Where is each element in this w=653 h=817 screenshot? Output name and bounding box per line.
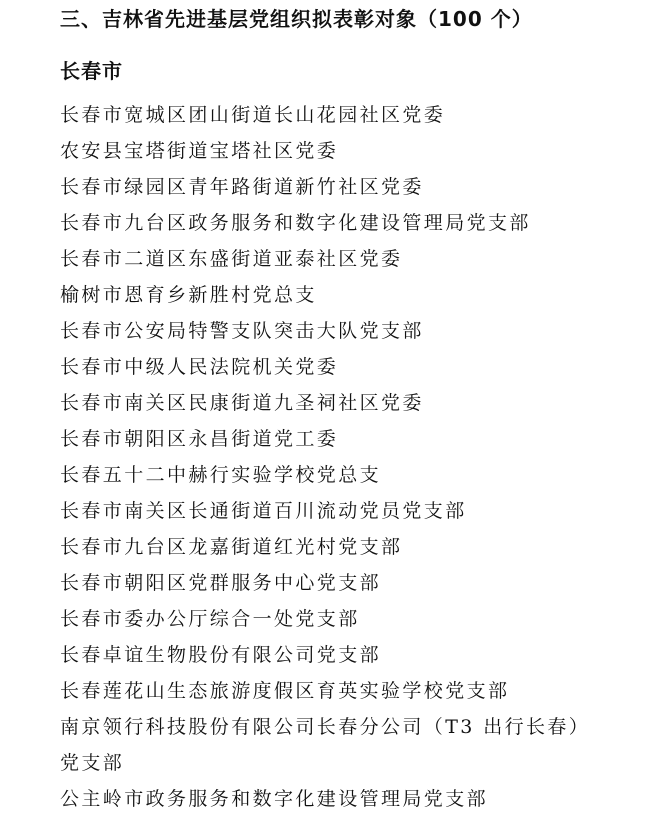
list-item: 长春莲花山生态旅游度假区育英实验学校党支部	[60, 680, 510, 702]
list-item: 长春市二道区东盛街道亚泰社区党委	[60, 248, 403, 270]
list-item: 农安县宝塔街道宝塔社区党委	[60, 140, 339, 162]
list-item: 南京领行科技股份有限公司长春分公司（T3 出行长春）	[60, 716, 591, 738]
list-item: 长春市南关区长通街道百川流动党员党支部	[60, 500, 467, 522]
list-item: 长春市委办公厅综合一处党支部	[60, 608, 360, 630]
list-item: 党支部	[60, 752, 125, 774]
list-item: 长春市中级人民法院机关党委	[60, 356, 339, 378]
list-item: 长春市九台区政务服务和数字化建设管理局党支部	[60, 212, 531, 234]
list-item: 长春市九台区龙嘉街道红光村党支部	[60, 536, 403, 558]
list-item: 长春卓谊生物股份有限公司党支部	[60, 644, 382, 666]
city-heading: 长春市	[60, 59, 123, 83]
list-item: 长春市南关区民康街道九圣祠社区党委	[60, 392, 424, 414]
list-item: 长春市绿园区青年路街道新竹社区党委	[60, 176, 424, 198]
organization-list	[60, 97, 645, 817]
section-heading: 三、吉林省先进基层党组织拟表彰对象（100 个）	[60, 7, 533, 31]
list-item: 公主岭市政务服务和数字化建设管理局党支部	[60, 788, 489, 810]
list-item: 长春市朝阳区永昌街道党工委	[60, 428, 339, 450]
list-item: 长春五十二中赫行实验学校党总支	[60, 464, 382, 486]
list-item: 长春市朝阳区党群服务中心党支部	[60, 572, 382, 594]
list-item: 榆树市恩育乡新胜村党总支	[60, 284, 317, 306]
list-item: 长春市宽城区团山街道长山花园社区党委	[60, 104, 446, 126]
list-item: 长春市公安局特警支队突击大队党支部	[60, 320, 424, 342]
